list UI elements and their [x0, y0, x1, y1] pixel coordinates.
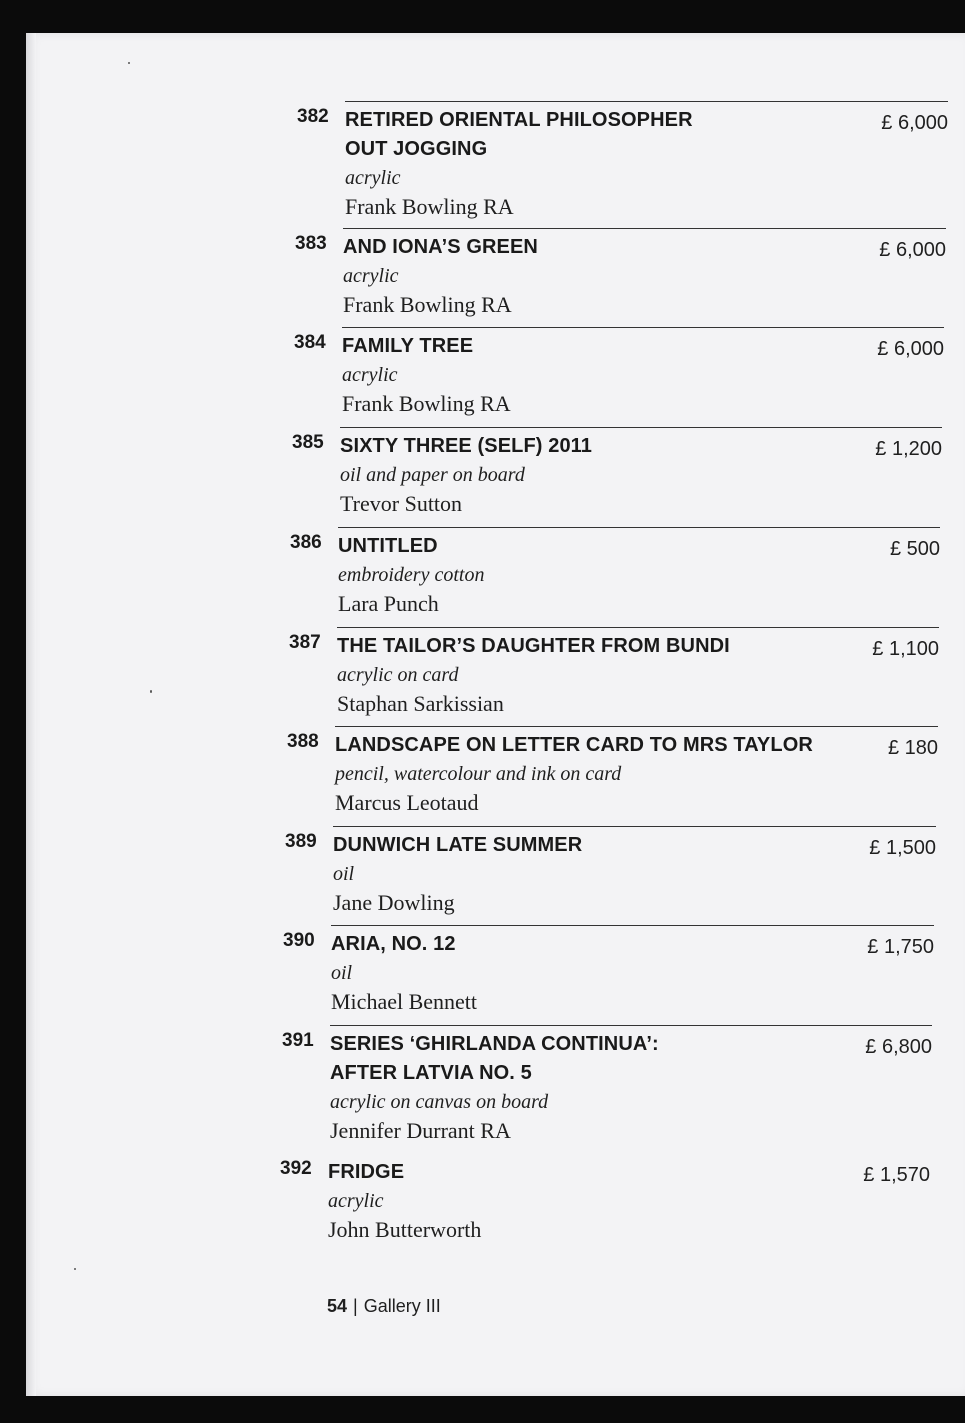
- lot-number: 389: [285, 831, 317, 852]
- lot-medium: acrylic on card: [337, 664, 459, 686]
- lot-medium: acrylic: [343, 265, 399, 287]
- lot-title-line: SIXTY THREE (SELF) 2011: [340, 435, 593, 457]
- lot-entry-383: [295, 228, 946, 320]
- lot-medium: oil: [333, 863, 355, 885]
- lot-artist: Staphan Sarkissian: [337, 691, 504, 716]
- lot-number: 384: [294, 332, 326, 353]
- lot-title: [337, 632, 939, 661]
- lot-title-line: SERIES ‘GHIRLANDA CONTINUA’:: [330, 1033, 659, 1055]
- lot-artist: Marcus Leotaud: [335, 790, 479, 815]
- lot-price: £ 1,570: [863, 1164, 930, 1186]
- lot-price: £ 6,800: [865, 1036, 932, 1058]
- lot-price: £ 6,000: [877, 338, 944, 360]
- lot-medium: oil: [331, 962, 353, 984]
- lot-title: [345, 106, 948, 164]
- lot-title: [330, 1030, 932, 1088]
- lot-artist: Frank Bowling RA: [342, 391, 511, 416]
- lot-artist: John Butterworth: [328, 1217, 482, 1242]
- lot-number: 390: [283, 930, 315, 951]
- lot-price: £ 500: [889, 538, 940, 560]
- lot-title-line: FRIDGE: [328, 1161, 405, 1183]
- paper-speck: [128, 62, 130, 64]
- lot-price: £ 180: [887, 737, 938, 759]
- lot-title-line: UNTITLED: [338, 535, 438, 557]
- page-footer: [327, 1296, 441, 1317]
- section-name: Gallery III: [363, 1296, 441, 1316]
- lot-entry-389: [285, 826, 936, 918]
- lot-medium: acrylic: [345, 167, 401, 189]
- lot-entry-388: [287, 726, 938, 818]
- lot-entry-390: [283, 925, 934, 1017]
- lot-price: £ 1,750: [867, 936, 934, 958]
- lot-medium: oil and paper on board: [340, 464, 525, 486]
- lot-entry-391: [282, 1025, 932, 1146]
- paper-speck: [150, 690, 152, 693]
- lot-title-line: ARIA, NO. 12: [331, 933, 456, 955]
- lot-entry-392: [280, 1153, 930, 1245]
- lot-medium: acrylic on canvas on board: [330, 1091, 549, 1113]
- lot-title: [335, 731, 938, 760]
- page-number: 54: [327, 1296, 348, 1316]
- paper-speck: [74, 1268, 76, 1270]
- lot-title-line: AFTER LATVIA NO. 5: [330, 1062, 532, 1084]
- lot-title: [328, 1158, 930, 1187]
- lot-number: 392: [280, 1158, 312, 1179]
- lot-price: £ 1,500: [869, 837, 936, 859]
- lot-price: £ 6,000: [879, 239, 946, 261]
- lot-title: [342, 332, 944, 361]
- page-edge: [26, 33, 36, 1396]
- lot-artist: Frank Bowling RA: [343, 292, 512, 317]
- lot-number: 387: [289, 632, 321, 653]
- lot-title: [343, 233, 946, 262]
- lot-title: [333, 831, 936, 860]
- footer-separator: |: [353, 1296, 358, 1316]
- lot-title-line: RETIRED ORIENTAL PHILOSOPHER: [345, 109, 693, 131]
- lot-medium: pencil, watercolour and ink on card: [335, 763, 622, 785]
- lot-price: £ 6,000: [881, 112, 948, 134]
- lot-artist: Trevor Sutton: [340, 491, 463, 516]
- lot-number: 388: [287, 731, 319, 752]
- lot-number: 385: [292, 432, 324, 453]
- lot-artist: Michael Bennett: [331, 989, 478, 1014]
- lot-entry-387: [289, 627, 939, 719]
- lot-price: £ 1,200: [875, 438, 942, 460]
- lot-title-line: FAMILY TREE: [342, 335, 474, 357]
- lot-entry-382: [297, 101, 948, 222]
- lot-title-line: OUT JOGGING: [345, 138, 488, 160]
- lot-artist: Jennifer Durrant RA: [330, 1118, 511, 1143]
- lot-number: 382: [297, 106, 329, 127]
- lot-artist: Frank Bowling RA: [345, 194, 514, 219]
- lot-medium: acrylic: [328, 1190, 384, 1212]
- lot-title: [331, 930, 934, 959]
- lot-number: 391: [282, 1030, 314, 1051]
- lot-entry-386: [290, 527, 940, 619]
- lot-title-line: AND IONA’S GREEN: [343, 236, 538, 258]
- lot-price: £ 1,100: [872, 638, 939, 660]
- lot-title: [340, 432, 942, 461]
- lot-artist: Jane Dowling: [333, 890, 455, 915]
- lot-title-line: LANDSCAPE ON LETTER CARD TO MRS TAYLOR: [335, 734, 813, 756]
- lot-artist: Lara Punch: [338, 591, 439, 616]
- lot-medium: embroidery cotton: [338, 564, 485, 586]
- lot-title: [338, 532, 940, 561]
- lot-title-line: DUNWICH LATE SUMMER: [333, 834, 583, 856]
- lot-medium: acrylic: [342, 364, 398, 386]
- lot-number: 386: [290, 532, 322, 553]
- lot-entry-385: [292, 427, 942, 519]
- lot-title-line: THE TAILOR’S DAUGHTER FROM BUNDI: [337, 635, 730, 657]
- lot-entry-384: [294, 327, 944, 419]
- lot-number: 383: [295, 233, 327, 254]
